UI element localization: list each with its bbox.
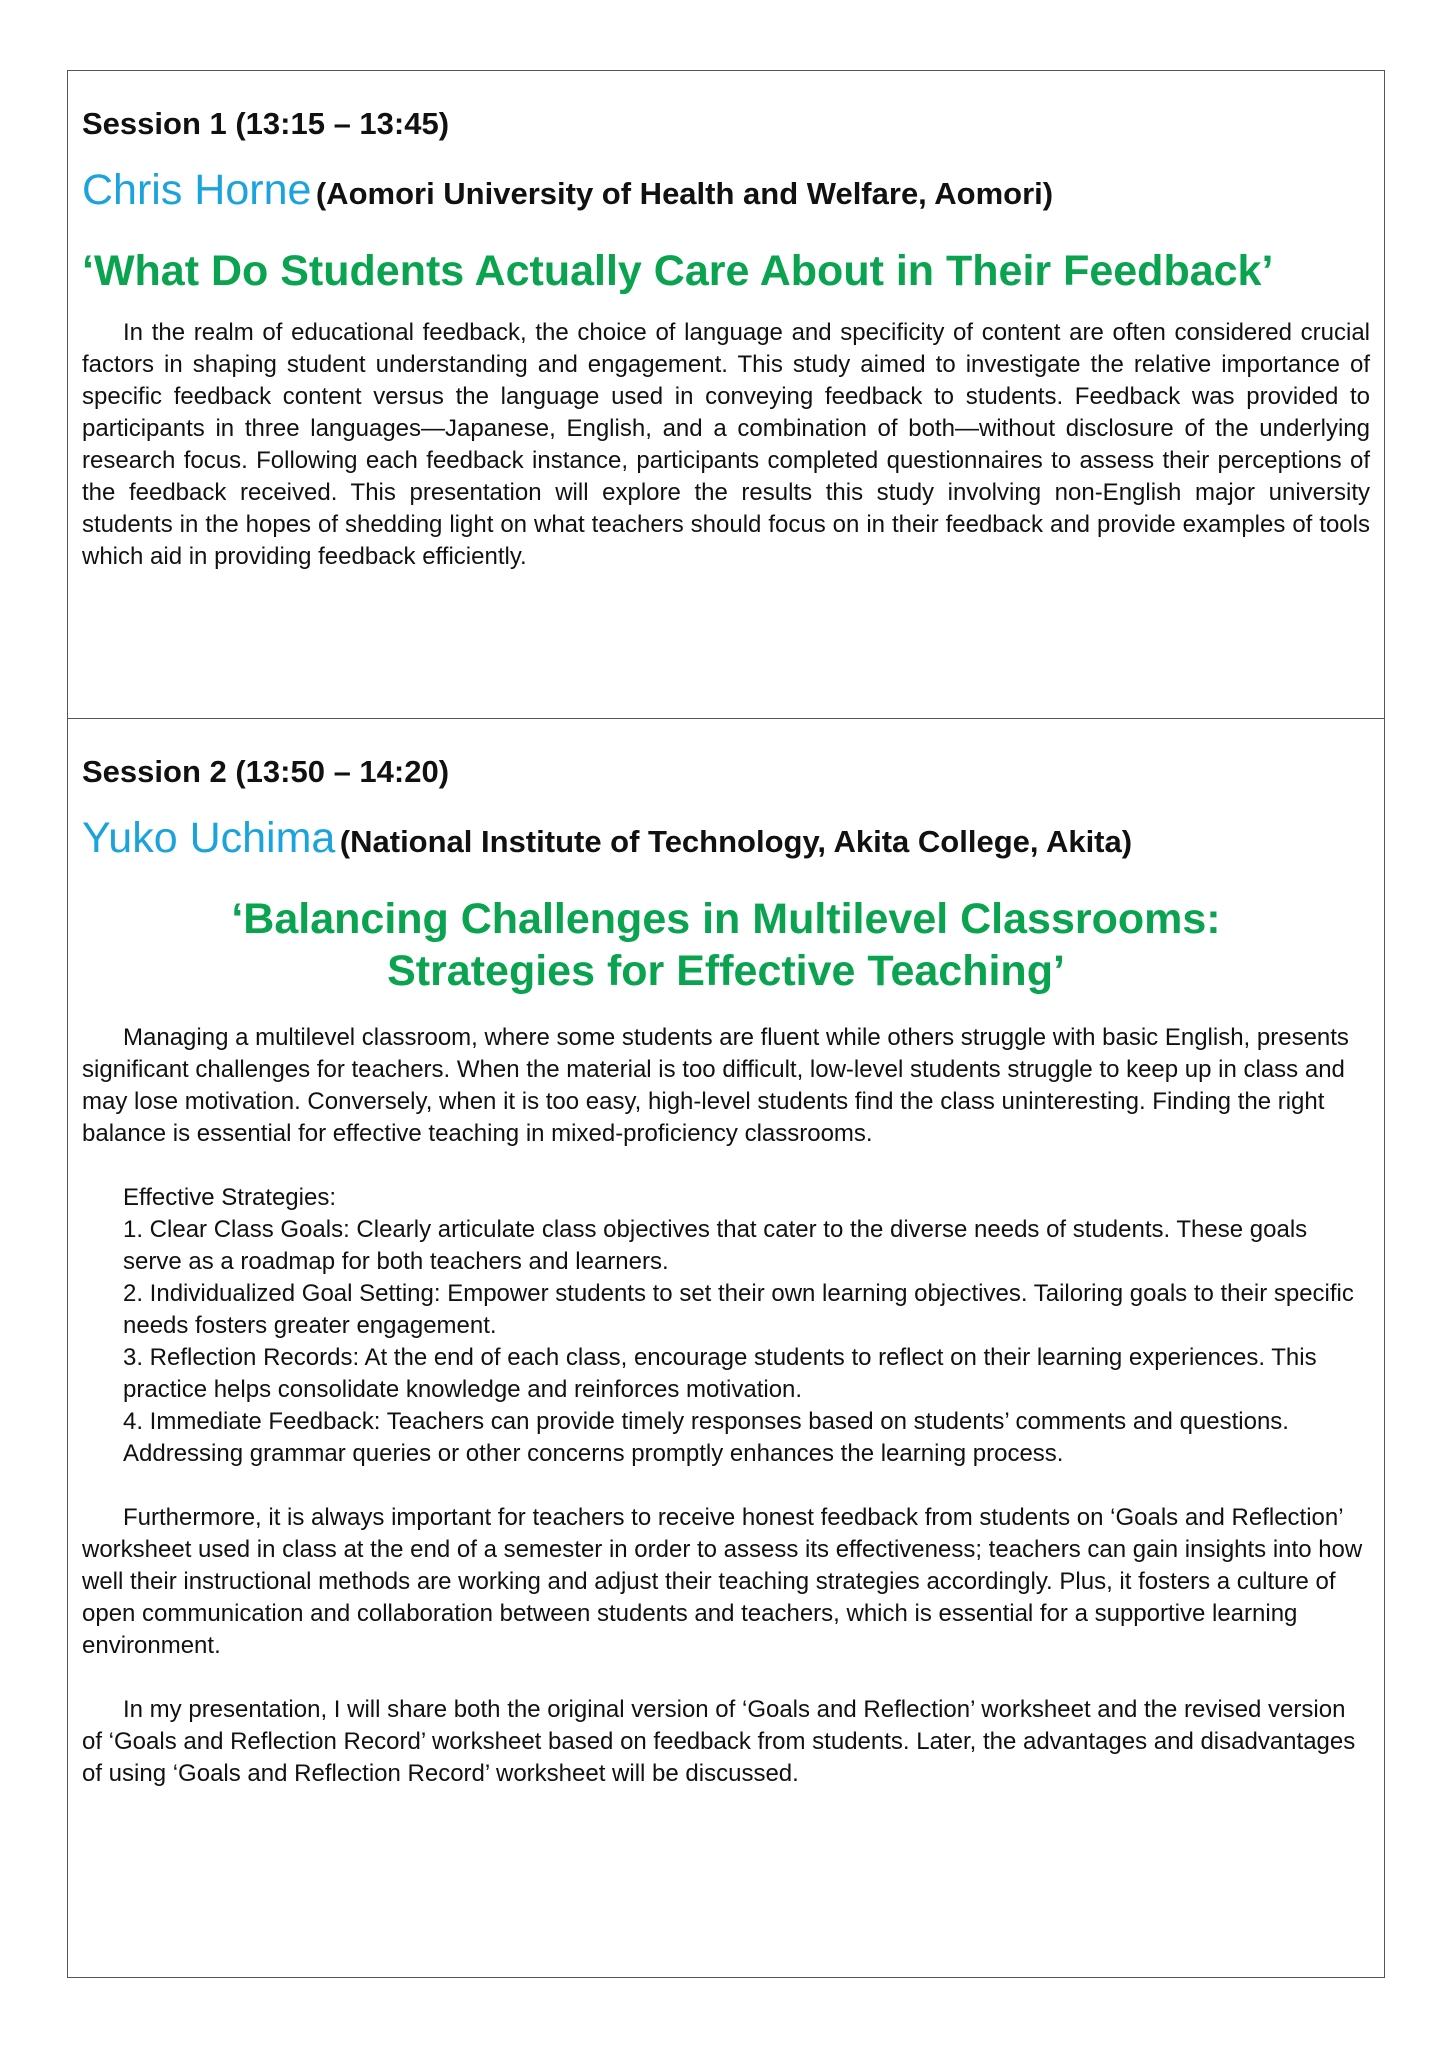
session-2 [68, 719, 1384, 1977]
session-1-speaker-name: Chris Horne [82, 166, 312, 214]
session-2-title-line-2: Strategies for Effective Teaching’ [387, 947, 1065, 995]
session-1 [68, 71, 1384, 719]
session-1-label: Session 1 (13:15 – 13:45) [82, 106, 450, 141]
session-1-affiliation: (Aomori University of Health and Welfare, Aomori) [315, 176, 1054, 211]
strategies-list [82, 1182, 1370, 1470]
session-2-label: Session 2 (13:50 – 14:20) [82, 754, 450, 789]
session-1-title: ‘What Do Students Actually Care About in Their Feedback’ [82, 247, 1274, 295]
session-2-speaker-line [82, 813, 1370, 873]
strategy-item: 3. Reflection Records: At the end of each class, encourage students to reflect on their learning experiences. This practice helps consolidate knowledge and reinforces motivation. [123, 1344, 1317, 1403]
session-2-title-line-1: ‘Balancing Challenges in Multilevel Classrooms: [231, 895, 1221, 943]
strategy-item: 2. Individualized Goal Setting: Empower students to set their own learning objectives. Tailoring goals to their specific needs fosters greater engagement. [123, 1280, 1354, 1339]
strategy-item: 4. Immediate Feedback: Teachers can provide timely responses based on students’ comments and questions. Addressing grammar queries or other concerns promptly enhances the learning process. [123, 1408, 1289, 1467]
session-2-speaker-name: Yuko Uchima [82, 814, 336, 862]
session-1-speaker-line [82, 165, 1370, 225]
strategies-heading: Effective Strategies: [123, 1184, 336, 1211]
strategy-item: 1. Clear Class Goals: Clearly articulate class objectives that cater to the diverse needs of students. These goals serve as a roadmap for both teachers and learners. [123, 1216, 1308, 1275]
session-2-paragraph-2: Furthermore, it is always important for teachers to receive honest feedback from students on ‘Goals and Reflection’ worksheet used in class at the end of a semester in order to assess its effectiveness; teachers can gain insights into how well their instructional methods are working and adjust their teaching strategies accordingly. Plus, it fosters a culture of open communication and collaboration between students and teachers, which is essential for a supportive learning environment. [82, 1504, 1363, 1659]
session-2-title [82, 893, 1370, 997]
session-2-paragraph-1: Managing a multilevel classroom, where some students are fluent while others struggle with basic English, presents significant challenges for teachers. When the material is too difficult, low-level students struggle to keep up in class and may lose motivation. Conversely, when it is too easy, high-level students find the class uninteresting. Finding the right balance is essential for effective teaching in mixed-proficiency classrooms. [82, 1024, 1349, 1147]
program-frame [67, 70, 1385, 1978]
session-2-affiliation: (National Institute of Technology, Akita College, Akita) [339, 824, 1133, 859]
session-1-abstract: In the realm of educational feedback, the choice of language and specificity of content are often considered crucial factors in shaping student understanding and engagement. This study aimed to investigate the relative importance of specific feedback content versus the language used in conveying feedback to students. Feedback was provided to participants in three languages—Japanese, English, and a combination of both—without disclosure of the underlying research focus. Following each feedback instance, participants completed questionnaires to assess their perceptions of the feedback received. This presentation will explore the results this study involving non-English major university students in the hopes of shedding light on what teachers should focus on in their feedback and provide examples of tools which aid in providing feedback efficiently. [82, 319, 1370, 570]
session-2-paragraph-3: In my presentation, I will share both the original version of ‘Goals and Reflection’ worksheet and the revised version of ‘Goals and Reflection Record’ worksheet based on feedback from students. Later, the advantages and disadvantages of using ‘Goals and Reflection Record’ worksheet will be discussed. [82, 1696, 1356, 1787]
